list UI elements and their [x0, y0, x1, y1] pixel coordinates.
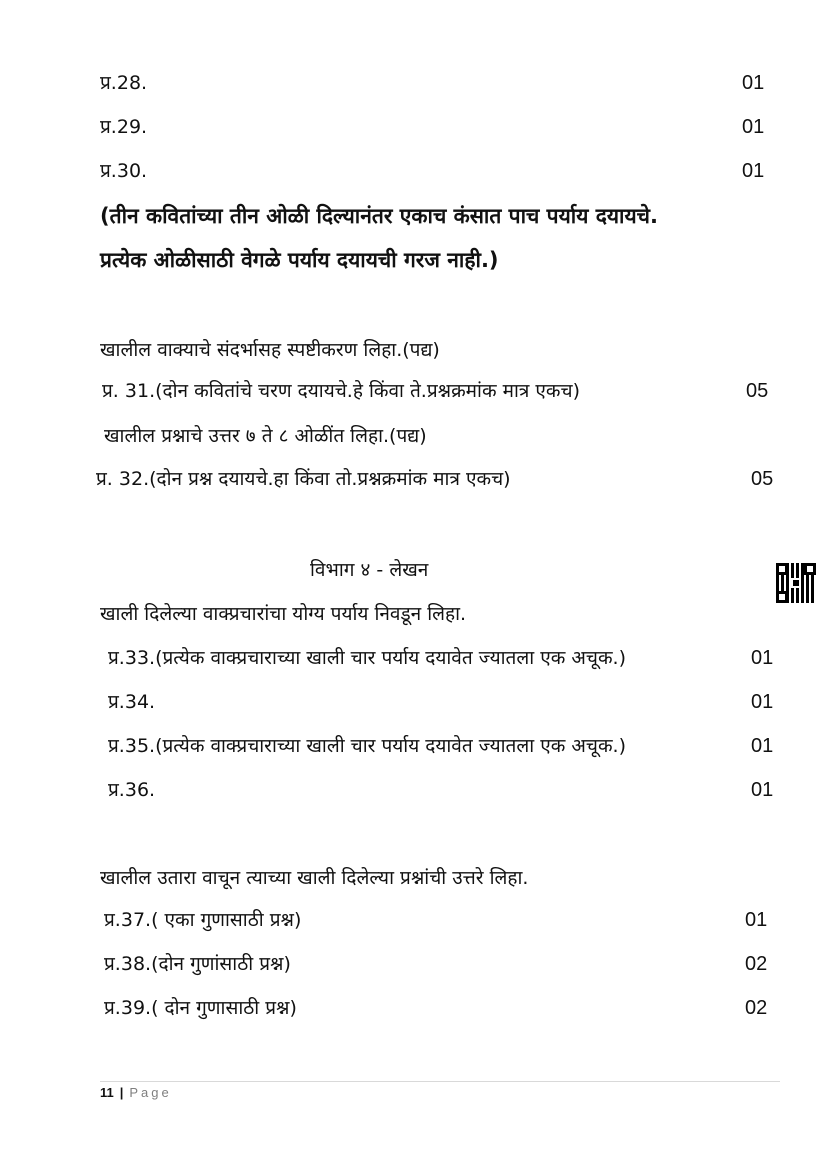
question-row	[0, 67, 827, 99]
question-marks: 01	[751, 735, 774, 757]
question-marks: 01	[751, 691, 774, 713]
question-row	[0, 774, 827, 806]
footer-divider	[100, 1081, 780, 1082]
question-label: प्र.28.	[100, 72, 148, 94]
section-title: विभाग ४ - लेखन	[310, 559, 429, 581]
question-label: प्र.34.	[108, 691, 156, 713]
page-number: 11	[100, 1085, 114, 1100]
page-label: Page	[129, 1085, 172, 1100]
question-marks: 01	[751, 779, 774, 801]
question-row	[0, 686, 827, 718]
question-label: प्र. 31.(दोन कवितांचे चरण दयायचे.हे किंवा ते.प्रश्नक्रमांक मात्र एकच)	[102, 380, 580, 402]
question-label: प्र.36.	[108, 779, 156, 801]
question-row	[0, 904, 827, 936]
section-heading: खालील वाक्याचे संदर्भासह स्पष्टीकरण लिहा.(पद्य)	[100, 339, 440, 361]
section-heading: खालील प्रश्नाचे उत्तर ७ ते ८ ओळींत लिहा.(पद्य)	[104, 425, 427, 447]
question-marks: 02	[745, 997, 768, 1019]
question-label: प्र.38.(दोन गुणांसाठी प्रश्न)	[104, 953, 291, 975]
page-footer	[100, 1083, 172, 1103]
question-row	[0, 642, 827, 674]
section-instruction: खाली दिलेल्या वाक्प्रचारांचा योग्य पर्याय निवडून लिहा.	[100, 603, 467, 625]
instruction-note	[100, 194, 790, 282]
question-row	[0, 111, 827, 143]
question-label: प्र.35.(प्रत्येक वाक्प्रचाराच्या खाली चार पर्याय दयावेत ज्यातला एक अचूक.)	[108, 735, 626, 757]
instruction-note-line: प्रत्येक ओळीसाठी वेगळे पर्याय दयायची गरज नाही.)	[100, 248, 499, 272]
question-label: प्र.30.	[100, 160, 148, 182]
question-marks: 01	[751, 647, 774, 669]
qr-code-image	[776, 563, 816, 603]
question-label: प्र. 32.(दोन प्रश्न दयायचे.हा किंवा तो.प्रश्नक्रमांक मात्र एकच)	[96, 468, 511, 490]
question-marks: 01	[745, 909, 768, 931]
question-marks: 05	[746, 380, 769, 402]
question-row	[0, 463, 827, 495]
question-row	[0, 992, 827, 1024]
instruction-note-line: (तीन कवितांच्या तीन ओळी दिल्यानंतर एकाच कंसात पाच पर्याय दयायचे.	[100, 204, 658, 228]
question-marks: 01	[742, 160, 765, 182]
question-row	[0, 730, 827, 762]
section-instruction: खालील उतारा वाचून त्याच्या खाली दिलेल्या प्रश्नांची उत्तरे लिहा.	[100, 867, 529, 889]
question-marks: 01	[742, 72, 765, 94]
question-row	[0, 375, 827, 407]
question-label: प्र.39.( दोन गुणासाठी प्रश्न)	[104, 997, 297, 1019]
question-marks: 05	[751, 468, 774, 490]
question-row	[0, 155, 827, 187]
question-marks: 02	[745, 953, 768, 975]
question-row	[0, 948, 827, 980]
footer-separator: |	[119, 1085, 124, 1100]
question-label: प्र.37.( एका गुणासाठी प्रश्न)	[104, 909, 302, 931]
question-label: प्र.33.(प्रत्येक वाक्प्रचाराच्या खाली चार पर्याय दयावेत ज्यातला एक अचूक.)	[108, 647, 626, 669]
question-label: प्र.29.	[100, 116, 148, 138]
question-marks: 01	[742, 116, 765, 138]
